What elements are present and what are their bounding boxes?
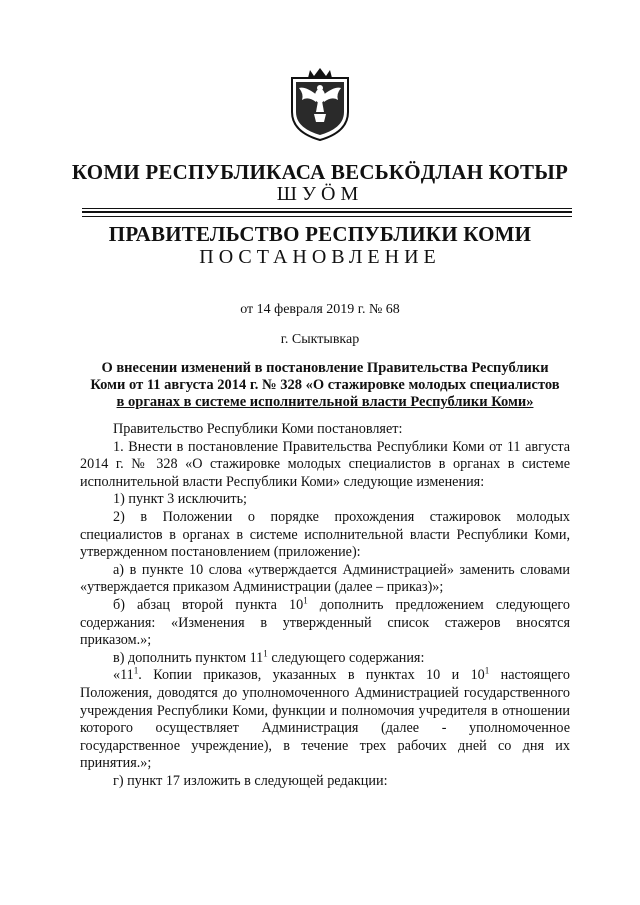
body-paragraph: 2) в Положении о порядке прохождения стажировок молодых специалистов в органах в системе исполнительной власти Республики Коми, утвержденном постановлением (приложение): [80,508,570,561]
decree-body [80,421,570,790]
body-paragraph: а) в пункте 10 слова «утверждается Администрацией» заменить словами «утверждается приказом Администрации (далее – приказ)»; [80,561,570,596]
body-paragraph: 1) пункт 3 исключить; [113,491,247,508]
body-intro: Правительство Республики Коми постановляет: [113,421,403,437]
body-paragraph: г) пункт 17 изложить в следующей редакции: [113,772,388,789]
decree-title-line: в органах в системе исполнительной власти Республики Коми» [116,394,534,410]
government-title: ПРАВИТЕЛЬСТВО РЕСПУБЛИКИ КОМИ [108,222,532,246]
komi-government-title: КОМИ РЕСПУБЛИКАСА ВЕСЬКӦДЛАН КОТЫР [71,160,569,184]
coat-of-arms-emblem [288,66,352,142]
decree-title [80,360,570,411]
header-divider-top [82,208,572,209]
decree-date-number: от 14 февраля 2019 г. № 68 [240,302,400,317]
body-paragraph: «$11^1$. Копии приказов, указанных в пунктах 10 и $10^1$ настоящего Положения, доводятся до уполномоченного Администрацией государственного учреждения Республики Коми, функции и полномочия учредителя в отношении которого осуществляет Администрация (далее - уполномоченное государственное учреждение), в течение трех рабочих дней со дня их принятия.»; [80,665,570,772]
header-divider-bottom [82,216,572,217]
decree-title-line: Коми от 11 августа 2014 г. № 328 «О стажировке молодых специалистов [90,377,560,393]
body-paragraph: б) абзац второй пункта $10^1$ дополнить предложением следующего содержания: «Изменения в утвержденный список стажеров вносятся приказом.»; [80,595,570,649]
komi-decree-subtitle: ШУӦМ [276,183,364,205]
decree-subtitle: ПОСТАНОВЛЕНИЕ [199,246,441,268]
header-divider-middle [82,211,572,213]
decree-city: г. Сыктывкар [280,332,360,347]
body-paragraph: 1. Внести в постановление Правительства Республики Коми от 11 августа 2014 г. № 328 «О стажировке молодых специалистов в органах в системе исполнительной власти Республики Коми» следующие изменения: [80,438,570,490]
body-paragraph: в) дополнить пунктом $11^1$ следующего содержания: [113,647,425,666]
decree-title-line: О внесении изменений в постановление Правительства Республики [101,360,549,376]
